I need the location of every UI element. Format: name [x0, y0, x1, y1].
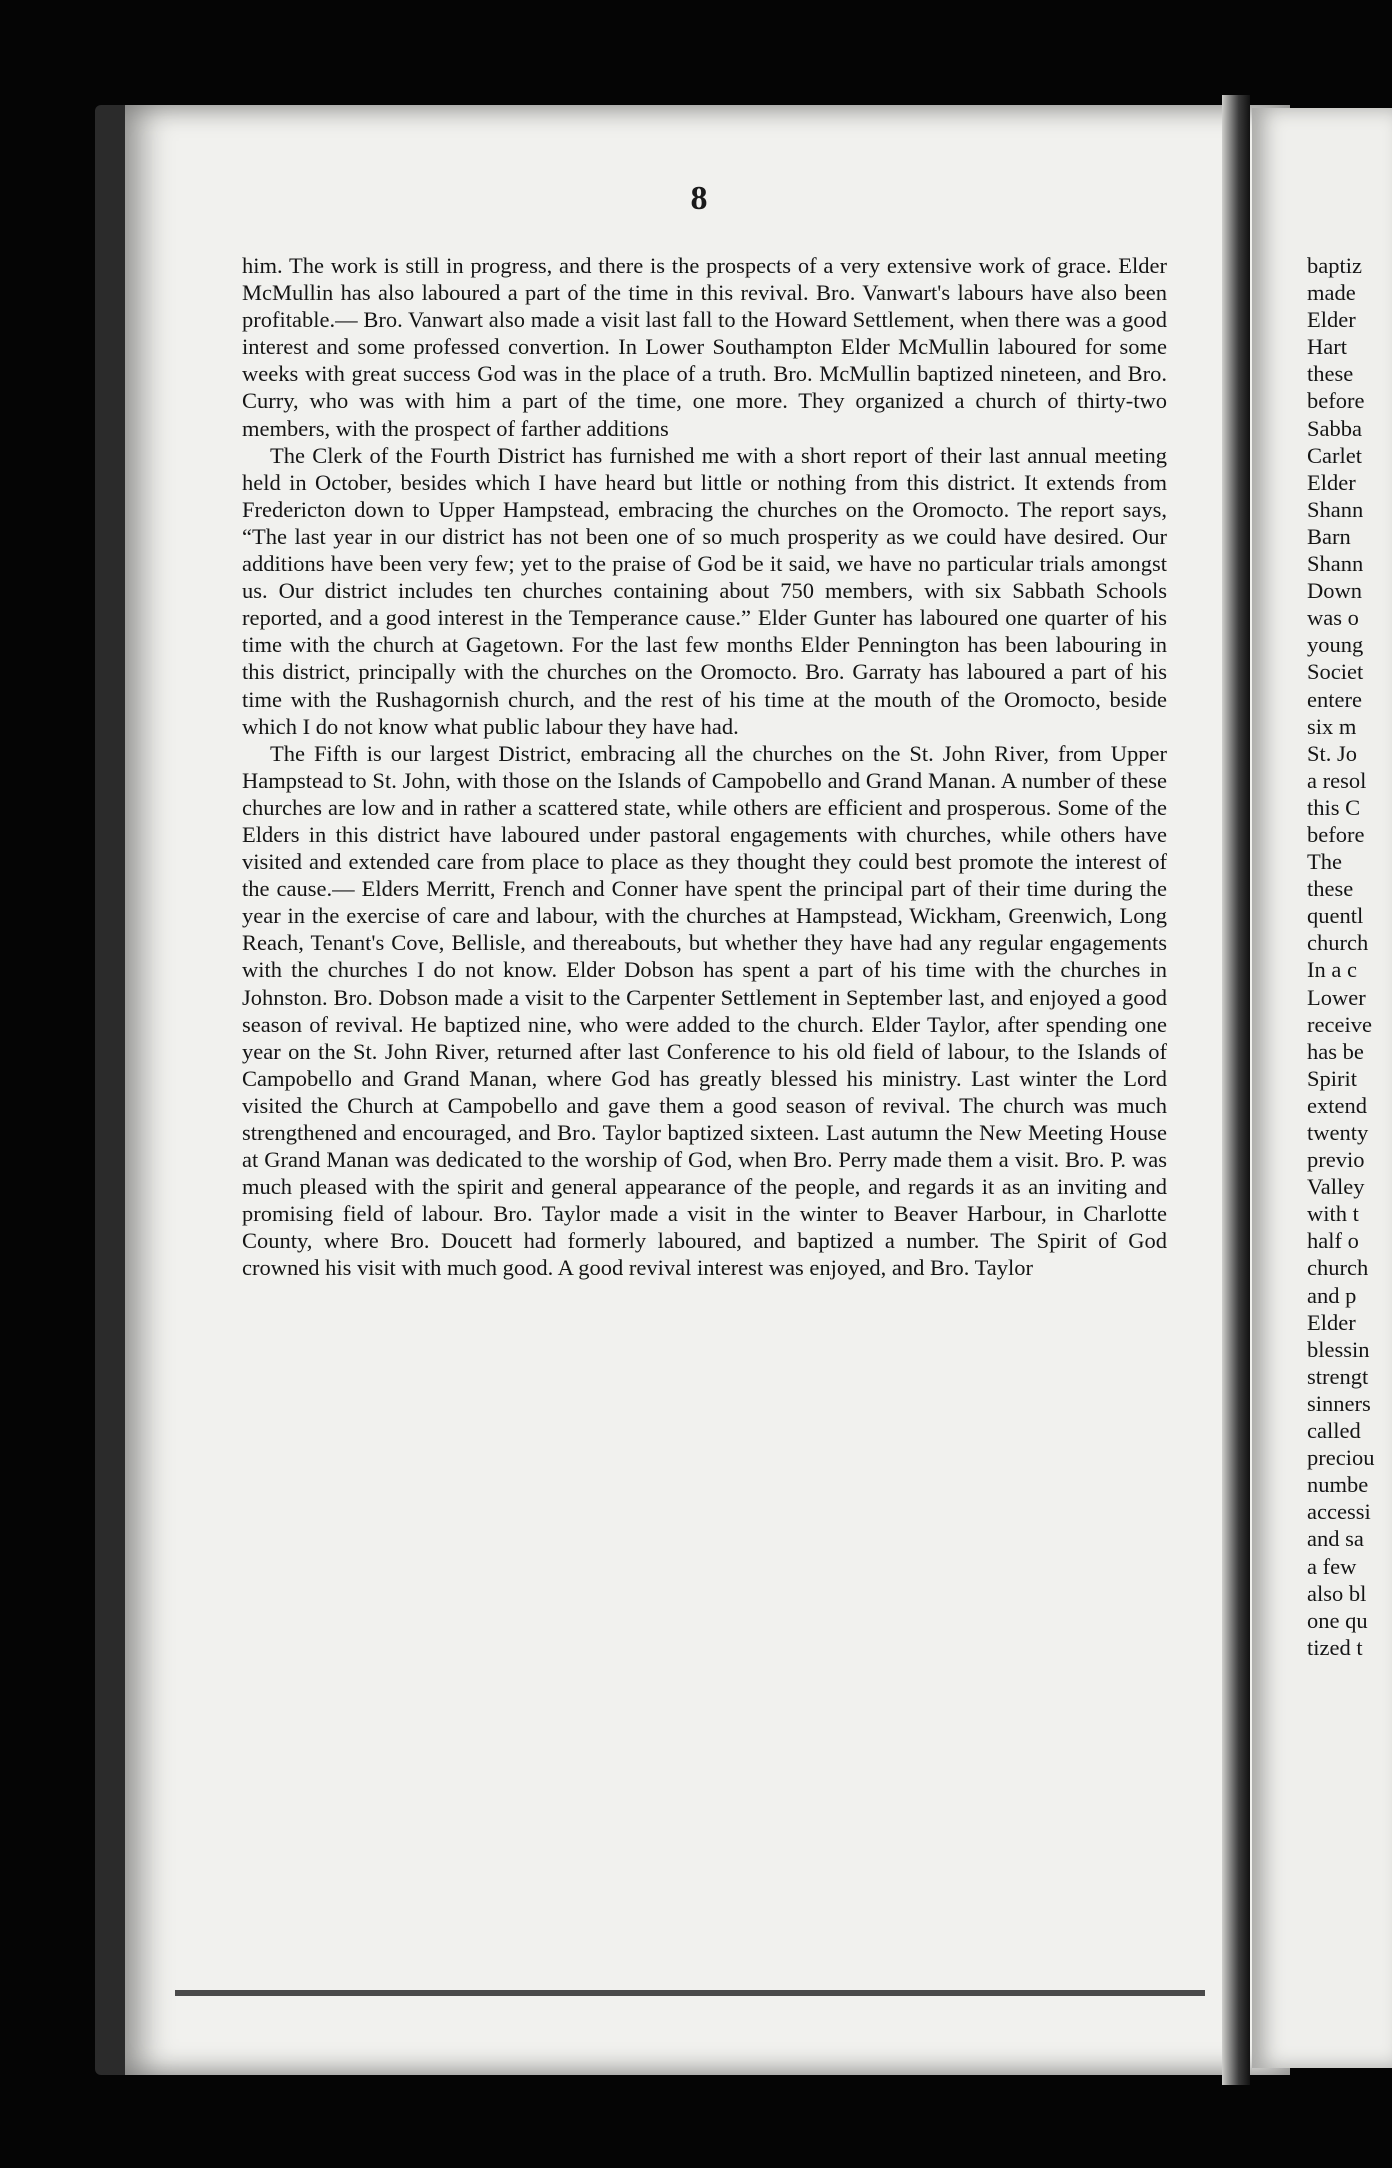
right-page-line: church — [1307, 930, 1369, 956]
right-page-line: Down — [1307, 578, 1362, 604]
paragraph-3: The Fifth is our largest District, embracing all the churches on the St. John River, from Upper Hampstead to St. John, with those on the Islands of Campobello and Grand Manan. A number of these churches are low and in rather a scattered state, while others are efficient and prosperous. Some of the Elders in this district have laboured under pastoral engagements with churches, while others have visited and extended care from place to place as they thought they could best promote the interest of the cause.— Elders Merritt, French and Conner have spent the principal part of their time during the year in the exercise of care and labour, with the churches at Hampstead, Wickham, Greenwich, Long Reach, Tenant's Cove, Bellisle, and thereabouts, but whether they have had any regular engagements with the churches I do not know. Elder Dobson has spent a part of his time with the churches in Johnston. Bro. Dobson made a visit to the Carpenter Settlement in September last, and enjoyed a good season of revival. He baptized nine, who were added to the church. Elder Taylor, after spending one year on the St. John River, returned after last Conference to his old field of labour, to the Islands of Campobello and Grand Manan, where God has greatly blessed his ministry. Last winter the Lord visited the Church at Campobello and gave them a good season of revival. The church was much strengthened and encouraged, and Bro. Taylor baptized sixteen. Last autumn the New Meeting House at Grand Manan was dedicated to the worship of God, when Bro. Perry made them a visit. Bro. P. was much pleased with the spirit and general appearance of the people, and regards it as an inviting and promising field of labour. Bro. Taylor made a visit in the winter to Beaver Harbour, in Charlotte County, where Bro. Doucett had formerly laboured, and baptized a number. The Spirit of God crowned his visit with much good. A good revival interest was enjoyed, and Bro. Taylor — [242, 740, 1167, 1281]
right-page-line: before — [1307, 821, 1365, 847]
right-page-line: and sa — [1307, 1526, 1364, 1552]
right-page-line: made — [1307, 280, 1356, 306]
paragraph-1: him. The work is still in progress, and there is the prospects of a very extensive work of grace. Elder McMullin has also laboured a part of the time in this revival. Bro. Vanwart's labours have also been profitable.— Bro. Vanwart also made a visit last fall to the Howard Settlement, when there was a good interest and some professed convertion. In Lower Southampton Elder McMullin laboured for some weeks with great success God was in the place of a truth. Bro. McMullin baptized nineteen, and Bro. Curry, who was with him a part of the time, one more. They organized a church of thirty-two members, with the prospect of farther additions — [242, 253, 1167, 441]
right-page-line: Sabba — [1307, 415, 1362, 441]
right-page-line: Elder — [1307, 307, 1356, 333]
right-page-line: and p — [1307, 1282, 1357, 1308]
body-text — [242, 252, 1167, 1282]
right-page-line: with t — [1307, 1201, 1359, 1227]
right-page-line: Valley — [1307, 1174, 1365, 1200]
right-page-line: extend — [1307, 1092, 1367, 1118]
right-page-line: before — [1307, 388, 1365, 414]
right-page-line: Elder — [1307, 469, 1356, 495]
right-page-line: has be — [1307, 1038, 1364, 1064]
right-page-line: six m — [1307, 713, 1357, 739]
right-page-line: Elder — [1307, 1309, 1356, 1335]
right-page-line: a few — [1307, 1553, 1357, 1579]
right-page-line: entere — [1307, 686, 1362, 712]
right-page-line: Lower — [1307, 984, 1366, 1010]
right-page-line: St. Jo — [1307, 740, 1358, 766]
right-page-line: In a c — [1307, 957, 1357, 983]
page-number: 8 — [690, 180, 708, 217]
paragraph-2: The Clerk of the Fourth District has furnished me with a short report of their last annual meeting held in October, besides which I have heard but little or nothing from this district. It extends from Fredericton down to Upper Hampstead, embracing the churches on the Oromocto. The report says, “The last year in our district has not been one of so much prosperity as we could have desired. Our additions have been very few; yet to the praise of God be it said, we have no particular trials amongst us. Our district includes ten churches containing about 750 members, with six Sabbath Schools reported, and a good interest in the Temperance cause.” Elder Gunter has laboured one quarter of his time with the church at Gagetown. For the last few months Elder Pennington has been labouring in this district, principally with the churches on the Oromocto. Bro. Garraty has laboured a part of his time with the Rushagornish church, and the rest of his time at the mouth of the Oromocto, beside which I do not know what public labour they have had. — [242, 442, 1167, 739]
right-page-line: young — [1307, 632, 1364, 658]
right-page-line: called — [1307, 1418, 1361, 1444]
right-page-line: preciou — [1307, 1445, 1375, 1471]
right-page-text-fragments — [1307, 252, 1392, 1661]
right-page-line: blessin — [1307, 1336, 1370, 1362]
right-page-line: Societ — [1307, 659, 1364, 685]
book-gutter — [1222, 95, 1250, 2085]
right-page-line: was o — [1307, 605, 1359, 631]
right-page-line: Shann — [1307, 496, 1364, 522]
right-page-line: twenty — [1307, 1120, 1369, 1145]
right-page-line: The — [1307, 849, 1342, 875]
right-page-line: half o — [1307, 1228, 1359, 1254]
right-page-line: strengt — [1307, 1363, 1369, 1389]
right-page-line: Barn — [1307, 523, 1351, 549]
right-page-line: numbe — [1307, 1472, 1369, 1498]
right-page-line: also bl — [1307, 1580, 1367, 1606]
right-page-line: sinners — [1307, 1390, 1371, 1416]
right-page-line: accessi — [1307, 1499, 1371, 1525]
right-page-line: quentl — [1307, 903, 1364, 929]
right-page-line: baptiz — [1307, 253, 1362, 278]
right-page-line: one qu — [1307, 1607, 1368, 1633]
right-page-line: these — [1307, 876, 1354, 902]
right-page-line: tized t — [1307, 1634, 1363, 1660]
page-bottom-edge — [175, 1990, 1205, 1996]
right-page-line: this C — [1307, 794, 1361, 820]
right-page-line: Carlet — [1307, 442, 1362, 468]
right-page-line: previo — [1307, 1147, 1365, 1173]
right-page-line: receive — [1307, 1011, 1372, 1037]
right-page-line: Shann — [1307, 551, 1364, 577]
right-page-line: church — [1307, 1255, 1369, 1281]
right-page-line: Hart — [1307, 334, 1347, 360]
right-page-line: Spirit — [1307, 1065, 1358, 1091]
right-page-line: these — [1307, 361, 1354, 387]
right-page-line: a resol — [1307, 767, 1367, 793]
